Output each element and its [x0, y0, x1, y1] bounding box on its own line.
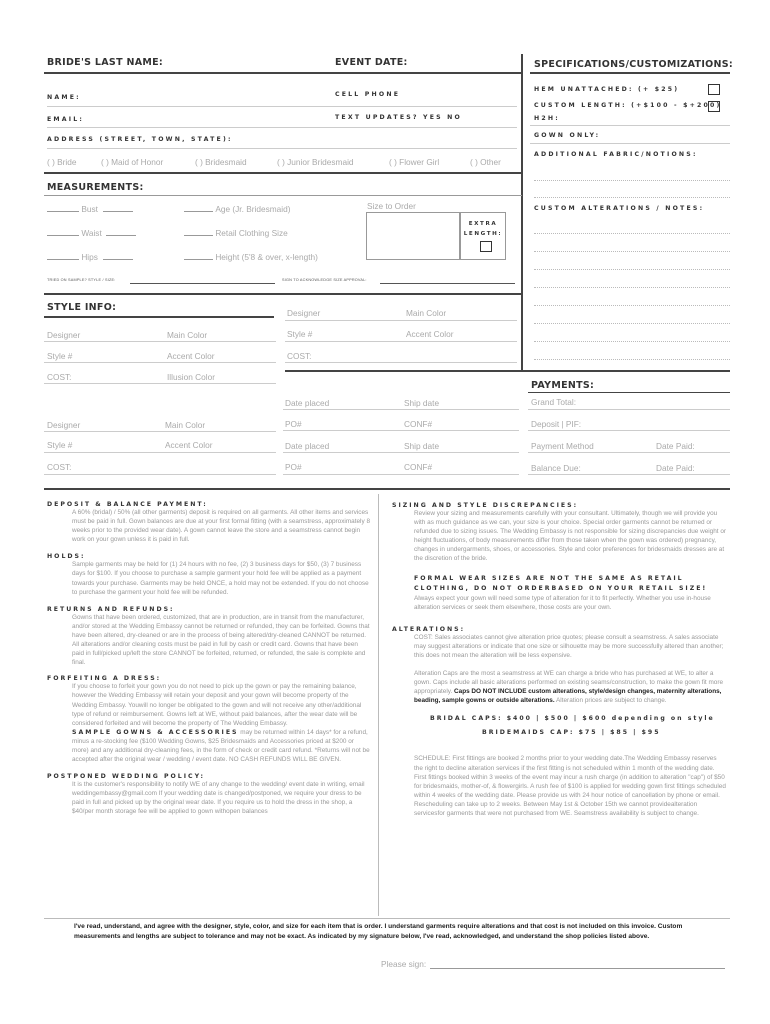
cost-line-3[interactable]: [44, 474, 276, 475]
measurements-title: MEASUREMENTS:: [47, 182, 144, 193]
bridesmaids-cap: BRIDEMAIDS CAP: $75 | $85 | $95: [482, 729, 661, 737]
gown-only-line[interactable]: [530, 143, 730, 144]
role-bridesmaid[interactable]: ( ) Bridesmaid: [195, 157, 247, 167]
email-line[interactable]: [47, 127, 517, 128]
header-rule: [44, 72, 522, 74]
holds-body: Sample garments may be held for (1) 24 hours with no fee, (2) 3 business days for $50, (3) 7 business days for $100. If you choose to purchase a sample garment your hold fee will be applied as a payment towards your purchase. Garments may be held ONCE, a hold may not be extended. If you do not choose to purchase the garment your hold fee will be refunded.: [72, 561, 369, 596]
date-placed-label-2: Date placed: [285, 441, 330, 451]
role-flower-girl[interactable]: ( ) Flower Girl: [389, 157, 440, 167]
date-paid-label-2: Date Paid:: [656, 463, 695, 473]
date-placed-label-1: Date placed: [285, 398, 330, 408]
alterations-title: ALTERATIONS:: [392, 625, 466, 633]
waist-label: Waist: [81, 228, 102, 238]
event-date-label: EVENT DATE:: [335, 57, 408, 68]
payment-method-label: Payment Method: [531, 441, 594, 451]
role-maid-of-honor[interactable]: ( ) Maid of Honor: [101, 157, 164, 167]
please-sign-label: Please sign:: [381, 959, 427, 969]
notes-line-5[interactable]: [534, 305, 730, 306]
h2h-line[interactable]: [530, 125, 730, 126]
holds-title: HOLDS:: [47, 553, 86, 561]
gown-only-label: GOWN ONLY:: [534, 132, 601, 139]
h2h-label: H2H:: [534, 115, 560, 122]
caps-exclusions: Caps DO NOT INCLUDE custom alterations, style/design changes, maternity alterations, beading, sample gowns or outside alterations.: [414, 688, 722, 705]
returns-body: Gowns that have been ordered, customized, that are in production, are in transit from the manufacturer, and/or stored at the Wedding Embassy cannot be returned or refunded, they can be forfeited. Gowns that have been altered, dry-cleaned or are in the process of being altered/dry-cleaned CANNOT be returned. All alterations and/or cleaning costs must be paid in full by cash or credit card. Gowns that have been paid in full/picked up/left the store CANNOT be forfeited, returned, or refunded, the sale is complete and final.: [72, 613, 370, 667]
height-label: Height (5'8 & over, x-length): [215, 252, 318, 262]
address-label: ADDRESS (STREET, TOWN, STATE):: [47, 136, 233, 143]
fabric-line-1[interactable]: [534, 180, 730, 181]
roles-rule: [44, 172, 522, 174]
po-line-1[interactable]: [283, 430, 519, 431]
date-paid-label-1: Date Paid:: [656, 441, 695, 451]
accent-color-label-1: Accent Color: [167, 351, 215, 361]
measurements-bottom-rule: [44, 293, 522, 295]
cell-phone-label: CELL PHONE: [335, 91, 401, 98]
style-no-label-2: Style #: [287, 329, 313, 339]
address-line[interactable]: [47, 148, 517, 149]
bust-field[interactable]: [47, 204, 133, 214]
retail-size-label: Retail Clothing Size: [215, 228, 288, 238]
payments-title: PAYMENTS:: [531, 380, 595, 391]
age-label: Age (Jr. Bridesmaid): [215, 204, 291, 214]
notes-line-4[interactable]: [534, 287, 730, 288]
brides-last-name-label: BRIDE'S LAST NAME:: [47, 57, 164, 68]
grand-total-label: Grand Total:: [531, 397, 577, 407]
size-to-order-label: Size to Order: [367, 201, 416, 211]
waist-field[interactable]: [47, 228, 136, 238]
text-updates-label: TEXT UPDATES? YES NO: [335, 114, 462, 121]
extra-length-checkbox[interactable]: [480, 241, 492, 252]
hem-label: HEM UNATTACHED: (+ $25): [534, 86, 680, 93]
sign-approval-label: SIGN TO ACKNOWLEDGE SIZE APPROVAL:: [282, 278, 367, 282]
designer-label-3: Designer: [47, 420, 81, 430]
role-bride[interactable]: ( ) Bride: [47, 157, 77, 167]
forfeit-body: If you choose to forfeit your gown you do not need to pick up the gown or pay the remaining balance, however the Wedding Embassy will retain your deposit and your gown will become property of the Wedding Embassy. Youwill no longer be obligated to the gown and will not receive any other/additional type of refund or reimbursement. Gowns left at WE, without paid balances, after the wear date will be considered forfeited and will become the property of The Wedding Embassy.: [72, 683, 362, 727]
po-line-2[interactable]: [283, 474, 519, 475]
ship-date-label-2: Ship date: [404, 441, 440, 451]
role-other[interactable]: ( ) Other: [470, 157, 501, 167]
schedule-body: SCHEDULE: First fittings are booked 2 months prior to your wedding date.The Wedding Embassy reserves the right to decline alteration services if the first fitting is not scheduled within 1 month of the wedding date. First fittings booked within 3 weeks of the event may incur a rush charge (in addition to alteration "cap") of $50 for bridesmaids, mother-of, & flowergirls. A rush fee of $100 is applied for wedding gown first fittings scheduled within 4 weeks of the wedding date. Please provide us with 24 hour notice of cancellation by phone or email. Rescheduling can take up to 2 weeks. Between May 1st & October 15th we cannot providealteration servicesfor garments that were not purchased from WE. Seamstress availability is subject to change.: [414, 755, 726, 817]
illusion-color-label-1: Illusion Color: [167, 372, 215, 382]
notes-line-6[interactable]: [534, 323, 730, 324]
designer-label-2: Designer: [287, 308, 321, 318]
additional-fabric-label: ADDITIONAL FABRIC/NOTIONS:: [534, 151, 698, 158]
grand-total-line[interactable]: [528, 409, 730, 410]
agreement-rule: [44, 918, 730, 919]
formal-wear-title: FORMAL WEAR SIZES ARE NOT THE SAME AS RETAIL CLOTHING, DO NOT ORDERBASED ON YOUR RETAIL SIZE!: [414, 574, 708, 592]
bust-label: Bust: [81, 204, 98, 214]
cost-line-1[interactable]: [44, 383, 276, 384]
name-label: NAME:: [47, 94, 81, 101]
designer-line-2[interactable]: [285, 320, 517, 321]
date-placed-line-2[interactable]: [283, 452, 519, 453]
style-no-label-1: Style #: [47, 351, 73, 361]
cost-label-3: COST:: [47, 462, 72, 472]
age-field[interactable]: [184, 204, 290, 214]
style-no-line-3[interactable]: [44, 452, 276, 453]
main-color-label-3: Main Color: [165, 420, 206, 430]
retail-size-field[interactable]: [184, 228, 288, 238]
accent-color-label-3: Accent Color: [165, 440, 213, 450]
sample-gowns-body: may be returned within 14 days* for a refund, minus a re-stocking fee ($100 Wedding Gowns, $25 Bridesmaids and Accessories priced at $200 or more) and any additional dry-cleaning fees, in the form of check or credit card refund. *Returns will not be accepted after the original wear / wedding / event date. NO CASH REFUNDS WILL BE GIVEN.: [72, 728, 370, 764]
tried-on-label: TRIED ON SAMPLE? STYLE / SIZE:: [47, 278, 116, 282]
agreement-text: I've read, understand, and agree with the designer, style, color, and size for each item that is order. I understand garments require alterations and that cost is not included on this invoice. Custom measurements and lengths are subject to tolerance and may not be exact. As indicated by my signature below, I've read, acknowledged, and understand the shop policies listed above.: [74, 923, 683, 940]
specs-title: SPECIFICATIONS/CUSTOMIZATIONS:: [534, 59, 734, 70]
cost-label-1: COST:: [47, 372, 72, 382]
policies-top-rule: [44, 488, 730, 490]
measurements-rule: [44, 195, 522, 196]
cost-line-2[interactable]: [285, 362, 517, 363]
po-label-2: PO#: [285, 462, 302, 472]
role-junior-bridesmaid[interactable]: ( ) Junior Bridesmaid: [277, 157, 354, 167]
name-line[interactable]: [47, 106, 517, 107]
conf-label-2: CONF#: [404, 462, 433, 472]
sample-gowns-policy: [72, 728, 371, 764]
sample-gowns-title: SAMPLE GOWNS & ACCESSORIES: [72, 728, 239, 736]
custom-length-checkbox[interactable]: [708, 101, 720, 112]
deposit-policy-title: DEPOSIT & BALANCE PAYMENT:: [47, 501, 208, 508]
style-no-label-3: Style #: [47, 440, 73, 450]
bridal-caps: BRIDAL CAPS: $400 | $500 | $600 depending on style: [430, 715, 715, 723]
date-placed-line-1[interactable]: [283, 409, 519, 410]
main-color-label-2: Main Color: [406, 308, 447, 318]
main-color-label-1: Main Color: [167, 330, 208, 340]
sizing-body: Review your sizing and measurements carefully with your consultant. Ultimately, though we will provide you with as much guidance as we can, your size is your choice. Special order garments cannot be returned or refunded due to sizing issues. The Wedding Embassy is not responsible for sizing discrepancies due weight or height fluctuations, of body measurements differ from those taken when the gown was ordered) pregnancy, changes in undergarments, shoes, or accessories. Style and color preferences for bridesmaids dresses are at the discretion of the bride.: [414, 510, 727, 563]
hem-checkbox[interactable]: [708, 84, 720, 95]
accent-color-label-2: Accent Color: [406, 329, 454, 339]
policies-right: [392, 502, 727, 818]
signature-line[interactable]: [430, 968, 725, 969]
hips-field[interactable]: [47, 252, 133, 262]
notes-line-7[interactable]: [534, 341, 730, 342]
postponed-body: It is the customer's responsibility to notify WE of any change to the wedding/ event date in writing, email weddingembassy@gmail.com If your wedding date is changed/postponed, we require your dress to be paid in full and picked up by the original wear date. If you require us to hold the dress in the shop, a $40/per month storage fee will be applied to gown withopen balances: [72, 781, 365, 816]
hips-label: Hips: [81, 252, 98, 262]
formal-wear-body: Always expect your gown will need some type of alteration for it to fit perfectly. Whether you use in-house alteration services or seek them elsewhere, those costs are your own.: [414, 594, 711, 611]
alteration-caps-body: Alteration Caps are the most a seamstress at WE can charge a bride who has purchased at WE, to alter a gown. Caps include all basic alterations performed on existing seams/construction, to make the gown fit more appropriately. Caps DO NOT INCLUDE custom alterations, style/design changes, maternity alterations, beading, sample gowns or outside alterations. Alteration prices are subject to change.: [414, 670, 724, 705]
po-label-1: PO#: [285, 419, 302, 429]
returns-title: RETURNS AND REFUNDS:: [47, 605, 175, 613]
postponed-title: POSTPONED WEDDING POLICY:: [47, 773, 205, 781]
cost-label-2: COST:: [287, 351, 312, 361]
ship-date-label-1: Ship date: [404, 398, 440, 408]
conf-label-1: CONF#: [404, 419, 433, 429]
payments-top-rule: [285, 370, 730, 372]
custom-length-label: CUSTOM LENGTH: (+$100 - $+200): [534, 102, 722, 109]
sign-approval-line[interactable]: [380, 283, 515, 284]
style-info-title: STYLE INFO:: [47, 302, 117, 313]
policies-left: [47, 501, 371, 817]
email-label: EMAIL:: [47, 116, 85, 123]
custom-alterations-label: CUSTOM ALTERATIONS / NOTES:: [534, 205, 705, 212]
designer-line-3[interactable]: [44, 431, 276, 432]
notes-line-2[interactable]: [534, 251, 730, 252]
extra-length-label: EXTRA LENGTH:: [463, 221, 503, 237]
specs-header-rule: [530, 72, 730, 74]
designer-label-1: Designer: [47, 330, 81, 340]
notes-line-8[interactable]: [534, 359, 730, 360]
payment-method-line[interactable]: [528, 452, 730, 453]
forfeit-title: FORFEITING A DRESS:: [47, 675, 162, 683]
tried-on-line[interactable]: [130, 283, 275, 284]
payments-title-rule: [528, 392, 730, 393]
balance-due-line[interactable]: [528, 474, 730, 475]
vertical-divider: [521, 54, 523, 370]
notes-line-3[interactable]: [534, 269, 730, 270]
fabric-line-2[interactable]: [534, 197, 730, 198]
balance-due-label: Balance Due:: [531, 463, 581, 473]
deposit-label: Deposit | PIF:: [531, 419, 582, 429]
style-info-rule: [44, 316, 274, 318]
policies-divider: [378, 494, 379, 916]
deposit-policy-body: A 60% (bridal) / 50% (all other garments) deposit is required on all garments. All other items and services must be paid in full. Gown balances are due at your first formal fitting (with a seamstress, approximately 8 weeks prior to the provided wear date). A gown cannot leave the store and a seamstress cannot begin work on your gown unless it is paid in full.: [72, 509, 371, 544]
alterations-body: COST: Sales associates cannot give alteration price quotes; please consult a seamstress. A sales associate may suggest alterations or indicate that one size or silhouette may be more successfully altered than another; this does not mean the alteration will be less expensive.: [414, 633, 724, 659]
style-no-line-1[interactable]: [44, 362, 276, 363]
sizing-title: SIZING AND STYLE DISCREPANCIES:: [392, 502, 579, 509]
deposit-line[interactable]: [528, 430, 730, 431]
size-to-order-box[interactable]: [366, 212, 461, 260]
style-no-line-2[interactable]: [285, 341, 517, 342]
height-field[interactable]: [184, 252, 318, 262]
designer-line-1[interactable]: [44, 341, 276, 342]
notes-line-1[interactable]: [534, 233, 730, 234]
